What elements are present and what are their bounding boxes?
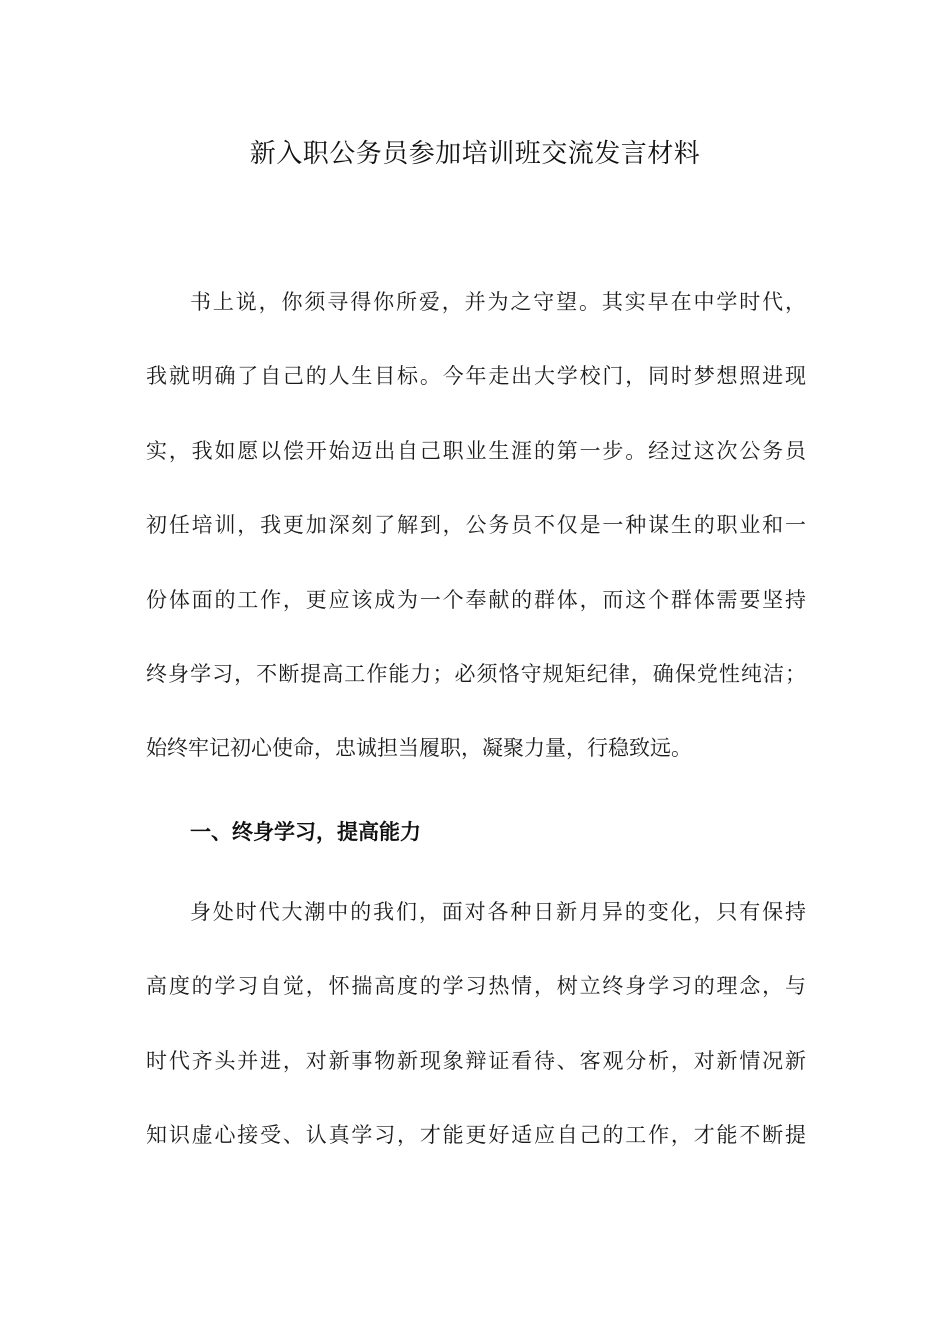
paragraph-line: 实，我如愿以偿开始迈出自己职业生涯的第一步。经过这次公务员 [146,438,806,463]
document-title: 新入职公务员参加培训班交流发言材料 [249,139,701,169]
paragraph-line: 份体面的工作，更应该成为一个奉献的群体，而这个群体需要坚持 [146,587,806,612]
paragraph-line: 始终牢记初心使命，忠诚担当履职，凝聚力量，行稳致远。 [146,736,692,761]
intro-paragraph [146,284,806,805]
paragraph-line: 初任培训，我更加深刻了解到，公务员不仅是一种谋生的职业和一 [146,513,806,538]
section-1-paragraph [146,894,806,1192]
paragraph-line: 书上说，你须寻得你所爱，并为之守望。其实早在中学时代， [190,290,806,314]
paragraph-line: 高度的学习自觉，怀揣高度的学习热情，树立终身学习的理念，与 [146,974,806,999]
paragraph-line: 知识虚心接受、认真学习，才能更好适应自己的工作，才能不断提 [146,1123,806,1148]
paragraph-line: 我就明确了自己的人生目标。今年走出大学校门，同时梦想照进现 [146,364,806,389]
section-heading: 一、终身学习，提高能力 [190,820,421,844]
paragraph-line: 终身学习，不断提高工作能力；必须恪守规矩纪律，确保党性纯洁； [146,661,806,686]
paragraph-line: 时代齐头并进，对新事物新现象辩证看待、客观分析，对新情况新 [146,1048,806,1073]
paragraph-line: 身处时代大潮中的我们，面对各种日新月异的变化，只有保持 [190,900,806,924]
